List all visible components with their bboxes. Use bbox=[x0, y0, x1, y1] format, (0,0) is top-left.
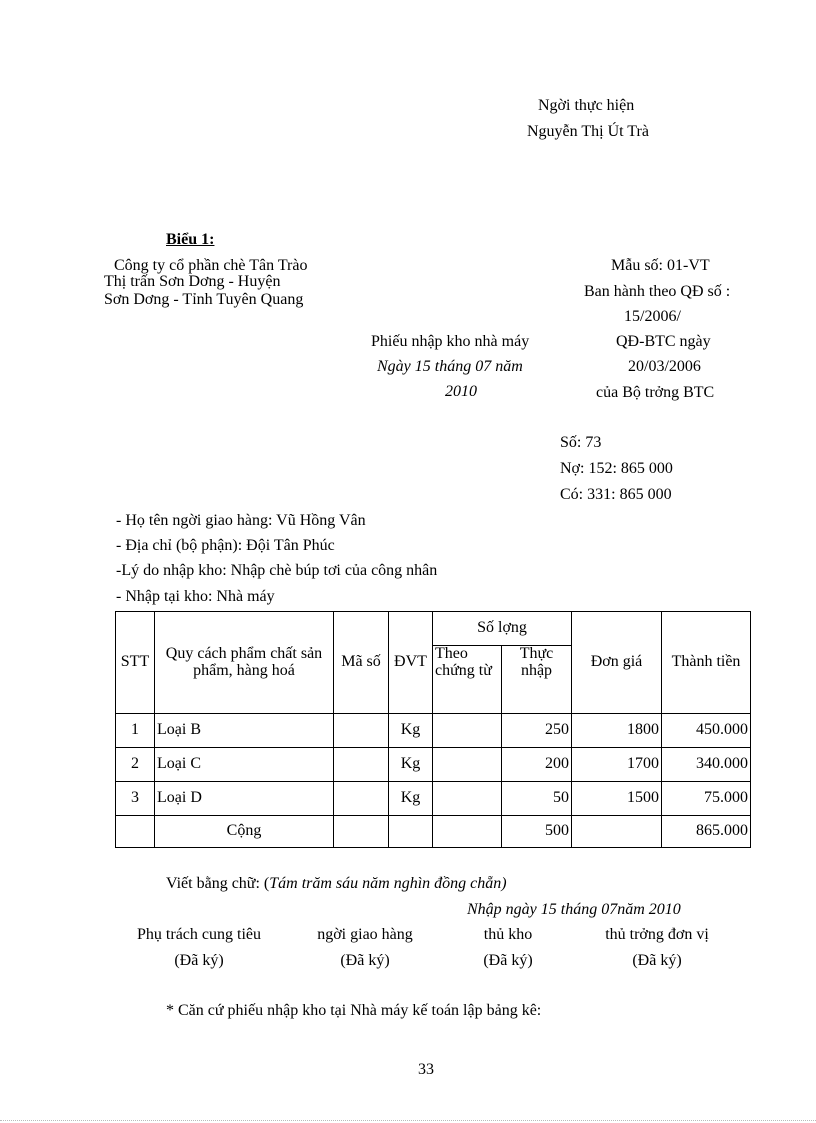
row-amount: 450.000 bbox=[662, 714, 751, 748]
row-code bbox=[334, 748, 389, 782]
row-quantity-actual: 200 bbox=[502, 748, 572, 782]
document-date-line-2: 2010 bbox=[445, 383, 477, 400]
credit-account: Có: 331: 865 000 bbox=[560, 486, 672, 503]
company-line-1: Công ty cổ phần chè Tân Trào bbox=[114, 257, 308, 274]
signature-status: (Đã ký) bbox=[340, 951, 390, 969]
signature-status: (Đã ký) bbox=[483, 951, 533, 969]
signature-role: Phụ trách cung tiêu bbox=[137, 926, 261, 943]
header-description: Quy cách phẩm chất sản phẩm, hàng hoá bbox=[155, 612, 334, 714]
signature-block bbox=[460, 926, 556, 969]
header-code: Mã số bbox=[334, 612, 389, 714]
voucher-number: Số: 73 bbox=[560, 434, 602, 451]
row-stt: 1 bbox=[116, 714, 155, 748]
table-row bbox=[116, 714, 751, 748]
form-issued-3: QĐ-BTC ngày bbox=[616, 333, 711, 350]
row-description: Loại C bbox=[155, 748, 334, 782]
warehouse-line: - Nhập tại kho: Nhà máy bbox=[116, 588, 275, 605]
amount-in-words bbox=[166, 875, 507, 893]
signature-block bbox=[578, 926, 736, 969]
document-title: Phiếu nhập kho nhà máy bbox=[371, 333, 530, 350]
document-date-line-1: Ngày 15 tháng 07 năm bbox=[377, 358, 523, 375]
row-unit-price: 1800 bbox=[572, 714, 662, 748]
header-quantity-group: Số lợng bbox=[433, 612, 572, 646]
signature-role: thủ trởng đơn vị bbox=[605, 926, 709, 943]
total-quantity-actual: 500 bbox=[502, 816, 572, 848]
row-unit-price: 1500 bbox=[572, 782, 662, 816]
table-row bbox=[116, 748, 751, 782]
signature-block bbox=[292, 926, 438, 969]
row-quantity-document bbox=[433, 714, 502, 748]
header-unit-price: Đơn giá bbox=[572, 612, 662, 714]
amount-in-words-text: Tám trăm sáu năm nghìn đồng chẵn) bbox=[269, 875, 507, 892]
header-unit: ĐVT bbox=[389, 612, 433, 714]
row-unit-price: 1700 bbox=[572, 748, 662, 782]
signature-status: (Đã ký) bbox=[174, 951, 224, 969]
receipt-table bbox=[115, 611, 751, 848]
row-description: Loại B bbox=[155, 714, 334, 748]
form-issued-5: của Bộ trởng BTC bbox=[596, 384, 715, 401]
form-issued-4: 20/03/2006 bbox=[628, 358, 701, 375]
row-amount: 75.000 bbox=[662, 782, 751, 816]
debit-account: Nợ: 152: 865 000 bbox=[560, 460, 673, 477]
row-description: Loại D bbox=[155, 782, 334, 816]
company-line-2: Thị trấn Sơn Dơng - Huyện bbox=[104, 273, 281, 290]
row-code bbox=[334, 714, 389, 748]
header-amount: Thành tiền bbox=[662, 612, 751, 714]
table-row bbox=[116, 782, 751, 816]
page-footer-divider bbox=[0, 1120, 816, 1121]
signature-block bbox=[116, 926, 282, 969]
row-unit: Kg bbox=[389, 748, 433, 782]
row-quantity-actual: 250 bbox=[502, 714, 572, 748]
signature-role: ngời giao hàng bbox=[317, 926, 413, 943]
header-quantity-document: Theo chứng từ bbox=[433, 646, 502, 714]
heading: Biểu 1: bbox=[166, 231, 215, 248]
form-issued-2: 15/2006/ bbox=[624, 308, 681, 325]
signer-role: Ngời thực hiện bbox=[538, 97, 635, 114]
row-amount: 340.000 bbox=[662, 748, 751, 782]
total-label: Cộng bbox=[155, 816, 334, 848]
row-quantity-document bbox=[433, 748, 502, 782]
note-line: * Căn cứ phiếu nhập kho tại Nhà máy kế toán lập bảng kê: bbox=[166, 1002, 542, 1019]
amount-in-words-label: Viết bằng chữ: ( bbox=[166, 875, 270, 892]
row-code bbox=[334, 782, 389, 816]
signature-role: thủ kho bbox=[483, 926, 533, 943]
header-quantity-actual: Thực nhập bbox=[502, 646, 572, 714]
signature-status: (Đã ký) bbox=[632, 951, 682, 969]
row-quantity-actual: 50 bbox=[502, 782, 572, 816]
row-stt: 3 bbox=[116, 782, 155, 816]
page-number: 33 bbox=[418, 1061, 434, 1078]
form-code: Mẫu số: 01-VT bbox=[611, 257, 710, 274]
header-stt: STT bbox=[116, 612, 155, 714]
address-line: - Địa chỉ (bộ phận): Đội Tân Phúc bbox=[116, 537, 335, 554]
total-row bbox=[116, 816, 751, 848]
row-stt: 2 bbox=[116, 748, 155, 782]
deliverer-line: - Họ tên ngời giao hàng: Vũ Hồng Vân bbox=[116, 512, 366, 529]
company-line-3: Sơn Dơng - Tỉnh Tuyên Quang bbox=[104, 291, 304, 308]
form-issued-1: Ban hành theo QĐ số : bbox=[584, 283, 731, 300]
total-amount: 865.000 bbox=[662, 816, 751, 848]
reason-line: -Lý do nhập kho: Nhập chè búp tơi của công nhân bbox=[116, 562, 438, 579]
row-unit: Kg bbox=[389, 714, 433, 748]
signature-date: Nhập ngày 15 tháng 07năm 2010 bbox=[467, 901, 681, 918]
row-quantity-document bbox=[433, 782, 502, 816]
signer-name: Nguyễn Thị Út Trà bbox=[527, 123, 649, 140]
row-unit: Kg bbox=[389, 782, 433, 816]
